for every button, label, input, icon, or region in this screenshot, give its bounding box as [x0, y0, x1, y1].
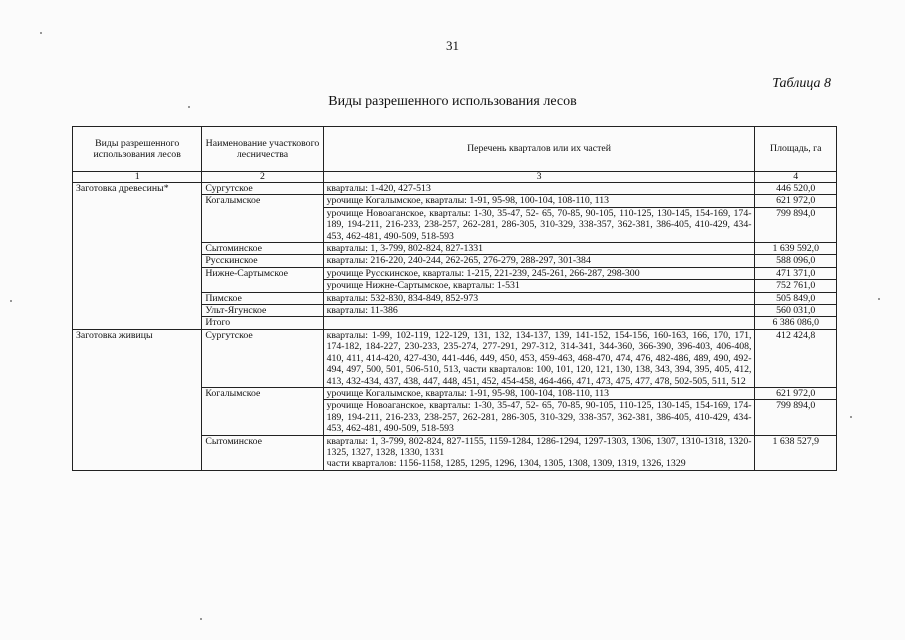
- quarter-list-cell: кварталы: 1-420, 427-513: [323, 183, 755, 195]
- quarter-list-cell: кварталы: 11-386: [323, 305, 755, 317]
- table-body: [73, 183, 837, 471]
- scan-speck: [10, 300, 12, 302]
- header-use-type: Виды разрешенного использования лесов: [73, 127, 202, 172]
- quarter-list-cell: кварталы: 532-830, 834-849, 852-973: [323, 292, 755, 304]
- column-number: 3: [323, 172, 755, 183]
- scan-speck: [200, 618, 202, 620]
- table-caption: Таблица 8: [772, 76, 831, 91]
- column-number: 1: [73, 172, 202, 183]
- area-cell: 588 096,0: [755, 255, 837, 267]
- forestry-cell: Пимское: [202, 292, 323, 304]
- table-title: Виды разрешенного использования лесов: [328, 94, 577, 109]
- total-area: 6 386 086,0: [755, 317, 837, 329]
- quarter-list-cell: кварталы: 216-220, 240-244, 262-265, 276-279, 288-297, 301-384: [323, 255, 755, 267]
- page-number: 31: [446, 38, 459, 53]
- area-cell: 1 639 592,0: [755, 243, 837, 255]
- column-number: 2: [202, 172, 323, 183]
- column-number-row: [73, 172, 837, 183]
- scan-speck: [850, 416, 852, 418]
- area-cell: 621 972,0: [755, 195, 837, 207]
- table-row: [73, 329, 837, 387]
- area-cell: 1 638 527,9: [755, 435, 837, 470]
- total-label: Итого: [202, 317, 323, 329]
- quarter-list-cell: урочище Когалымское, кварталы: 1-91, 95-98, 100-104, 108-110, 113: [323, 195, 755, 207]
- area-cell: 505 849,0: [755, 292, 837, 304]
- use-type-cell: Заготовка древесины*: [73, 183, 202, 330]
- area-cell: 471 371,0: [755, 267, 837, 279]
- forest-use-table: [72, 126, 837, 471]
- header-area: Площадь, га: [755, 127, 837, 172]
- forestry-cell: Сытоминское: [202, 435, 323, 470]
- quarter-list-cell: кварталы: 1-99, 102-119, 122-129, 131, 132, 134-137, 139, 141-152, 154-156, 160-163, 166, 170, 171, 174-182, 184-227, 230-233, 235-274, 277-291, 297-312, 314-341, 344-360, 366-390, 396-403, 406-408, 410, 411, 414-420, 427-430, 441-446, 449, 450, 453, 459-463, 468-470, 474, 476, 482-486, 489, 490, 492-494, 497, 500, 501, 506-510, 513, части кварталов: 100, 101, 120, 121, 130, 138, 343, 394, 395, 405, 412, 413, 432-434, 437, 438, 447, 448, 451, 452, 454-458, 464-466, 471, 473, 475, 477, 478, 502-505, 511, 512: [323, 329, 755, 387]
- forestry-cell: Русскинское: [202, 255, 323, 267]
- area-cell: 799 894,0: [755, 207, 837, 242]
- forestry-cell: Сургутское: [202, 183, 323, 195]
- quarter-list-cell: урочище Нижне-Сартымское, кварталы: 1-531: [323, 280, 755, 292]
- table-header: [73, 127, 837, 183]
- quarter-list-cell: урочище Новоаганское, кварталы: 1-30, 35-47, 52- 65, 70-85, 90-105, 110-125, 130-145, 154-169, 174-189, 194-211, 216-233, 238-257, 262-281, 286-305, 310-329, 338-357, 362-381, 386-405, 410-429, 434-453, 462-481, 490-509, 518-593: [323, 207, 755, 242]
- quarter-list-cell: урочище Новоаганское, кварталы: 1-30, 35-47, 52- 65, 70-85, 90-105, 110-125, 130-145, 154-169, 174-189, 194-211, 216-233, 238-257, 262-281, 286-305, 310-329, 338-357, 362-381, 386-405, 410-429, 434-453, 462-481, 490-509, 518-593: [323, 400, 755, 435]
- column-number: 4: [755, 172, 837, 183]
- area-cell: 412 424,8: [755, 329, 837, 387]
- area-cell: 560 031,0: [755, 305, 837, 317]
- scan-speck: [40, 32, 42, 34]
- quarter-list-cell: урочище Когалымское, кварталы: 1-91, 95-98, 100-104, 108-110, 113: [323, 387, 755, 399]
- area-cell: 621 972,0: [755, 387, 837, 399]
- scan-speck: [878, 298, 880, 300]
- forestry-cell: Когалымское: [202, 195, 323, 243]
- use-type-cell: Заготовка живицы: [73, 329, 202, 470]
- quarter-list-cell: кварталы: 1, 3-799, 802-824, 827-1331: [323, 243, 755, 255]
- scan-speck: [188, 106, 190, 108]
- forestry-cell: Сургутское: [202, 329, 323, 387]
- table-row: [73, 183, 837, 195]
- quarter-list-cell: кварталы: 1, 3-799, 802-824, 827-1155, 1159-1284, 1286-1294, 1297-1303, 1306, 1307, 1310-1318, 1320-1325, 1327, 1328, 1330, 1331 части кварталов: 1156-1158, 1285, 1295, 1296, 1304, 1305, 1308, 1309, 1319, 1326, 1329: [323, 435, 755, 470]
- quarter-list-cell: урочище Русскинское, кварталы: 1-215, 221-239, 245-261, 266-287, 298-300: [323, 267, 755, 279]
- area-cell: 446 520,0: [755, 183, 837, 195]
- area-cell: 752 761,0: [755, 280, 837, 292]
- area-cell: 799 894,0: [755, 400, 837, 435]
- forestry-cell: Нижне-Сартымское: [202, 267, 323, 292]
- total-list-empty: [323, 317, 755, 329]
- header-forestry: Наименование участкового лесничества: [202, 127, 323, 172]
- forestry-cell: Сытоминское: [202, 243, 323, 255]
- forestry-cell: Ульт-Ягунское: [202, 305, 323, 317]
- forestry-cell: Когалымское: [202, 387, 323, 435]
- header-quarter-list: Перечень кварталов или их частей: [323, 127, 755, 172]
